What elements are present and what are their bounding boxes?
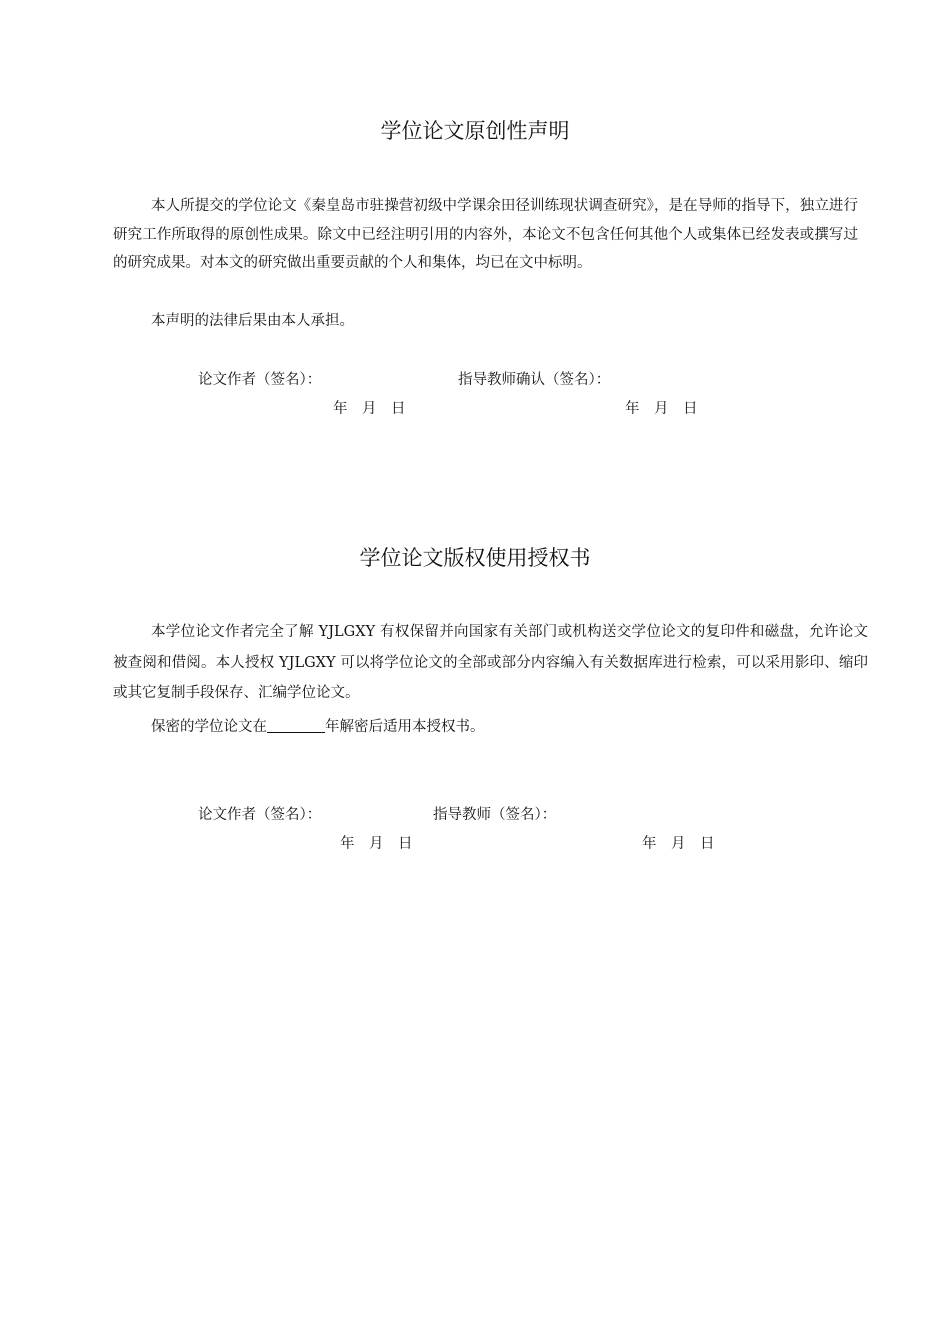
secret-note-prefix: 保密的学位论文在 [151,719,267,735]
authorization-author-date: 年 月 日 [340,836,413,852]
secret-years-blank [267,717,325,733]
authorization-advisor-date: 年 月 日 [642,836,715,852]
declaration-author-date: 年 月 日 [333,401,406,417]
secret-note-suffix: 年解密后适用本授权书。 [325,719,485,735]
authorization-title: 学位论文版权使用授权书 [359,546,591,570]
declaration-advisor-date: 年 月 日 [625,401,698,417]
declaration-body: 本人所提交的学位论文《秦皇岛市驻操营初级中学课余田径训练现状调查研究》，是在导师的指导下，独立进行研究工作所取得的原创性成果。除文中已经注明引用的内容外，本论文不包含任何其他个人或集体已经发表或撰写过的研究成果。对本文的研究做出重要贡献的个人和集体，均已在文中标明。 [113,198,858,272]
authorization-advisor-signature-label: 指导教师（签名）： [433,807,557,823]
authorization-body: 本学位论文作者完全了解 YJLGXY 有权保留并向国家有关部门或机构送交学位论文的复印件和磁盘，允许论文被查阅和借阅。本人授权 YJLGXY 可以将学位论文的全部或部分内容编入有关数据库进行检索，可以采用影印、缩印或其它复制手段保存、汇编学位论文。 [113,624,868,701]
authorization-secret-note [151,715,485,736]
declaration-legal-note: 本声明的法律后果由本人承担。 [151,313,354,329]
declaration-author-signature-label: 论文作者（签名）： [198,372,322,388]
authorization-author-signature-label: 论文作者（签名）： [198,807,322,823]
declaration-advisor-signature-label: 指导教师确认（签名）： [458,372,611,388]
declaration-title: 学位论文原创性声明 [380,119,570,143]
